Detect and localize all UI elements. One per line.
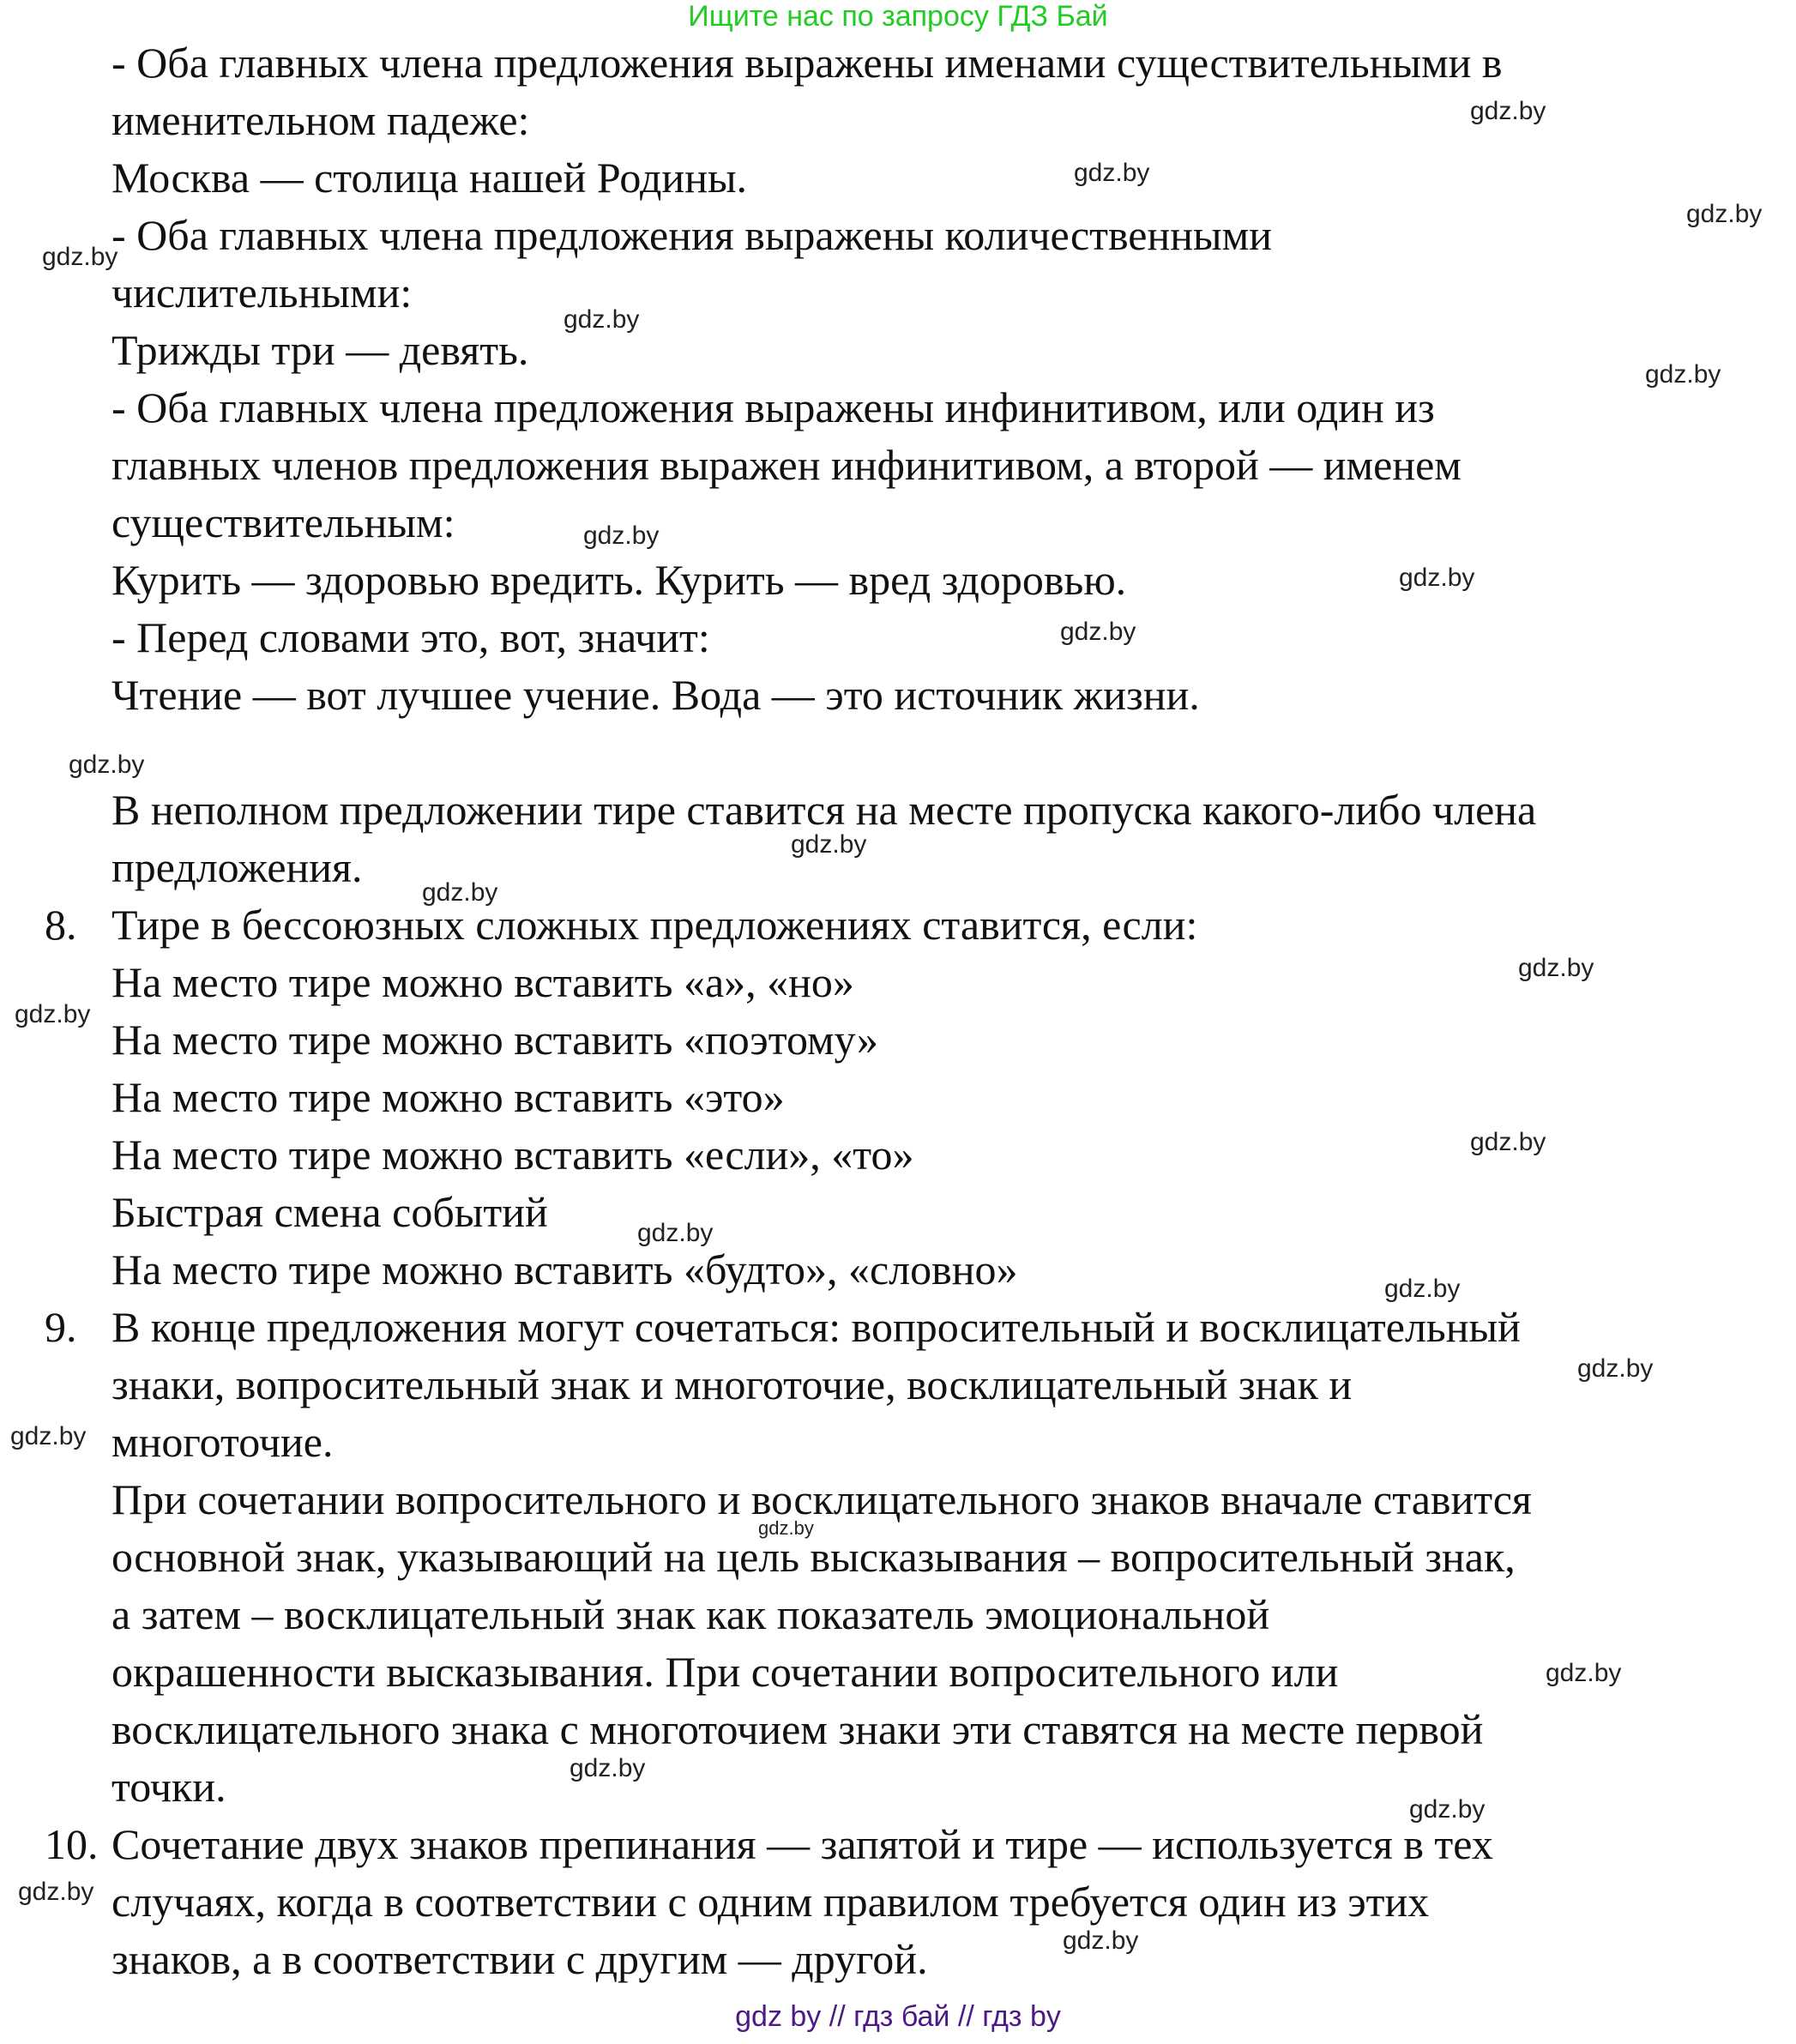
- item-number: 10.: [45, 1820, 99, 1868]
- watermark: gdz.by: [1518, 954, 1594, 982]
- line-text: - Оба главных члена предложения выражены именами существительными в: [111, 39, 1503, 87]
- watermark: gdz.by: [583, 522, 660, 550]
- text-line: [0, 1701, 1796, 1758]
- text-line: [0, 207, 1796, 264]
- line-text: случаях, когда в соответствии с одним правилом требуется один из этих: [111, 1878, 1430, 1926]
- line-text: На место тире можно вставить «поэтому»: [111, 1016, 878, 1064]
- line-text: существительным:: [111, 498, 455, 546]
- line-text: При сочетании вопросительного и восклицательного знаков вначале ставится: [111, 1475, 1532, 1523]
- text-line: [0, 1873, 1796, 1931]
- text-line: [0, 1471, 1796, 1528]
- line-text: На место тире можно вставить «а», «но»: [111, 958, 854, 1006]
- text-line: [0, 1758, 1796, 1816]
- text-line: [0, 666, 1796, 724]
- line-text: Курить — здоровью вредить. Курить — вред здоровью.: [111, 556, 1127, 604]
- text-line: [0, 437, 1796, 494]
- text-line: [0, 494, 1796, 552]
- watermark: gdz.by: [422, 878, 498, 907]
- watermark: gdz.by: [570, 1754, 646, 1782]
- line-text: именительном падеже:: [111, 96, 530, 144]
- text-line: [0, 781, 1796, 839]
- text-line: [0, 379, 1796, 437]
- watermark: gdz.by: [1546, 1659, 1622, 1687]
- watermark: gdz.by: [1060, 618, 1136, 646]
- text-line: [0, 1528, 1796, 1586]
- line-text: Трижды три — девять.: [111, 326, 529, 374]
- text-line: [0, 1184, 1796, 1241]
- line-text: В конце предложения могут сочетаться: вопросительный и восклицательный: [111, 1303, 1521, 1351]
- watermark: gdz.by: [1686, 200, 1763, 228]
- text-line: [0, 1356, 1796, 1414]
- text-line: [0, 1241, 1796, 1299]
- text-line: [0, 1069, 1796, 1126]
- watermark: gdz.by: [69, 751, 145, 779]
- text-line: [0, 1011, 1796, 1069]
- watermark: gdz.by: [15, 1000, 91, 1028]
- line-text: Быстрая смена событий: [111, 1188, 548, 1236]
- line-text: а затем – восклицательный знак как показатель эмоциональной: [111, 1590, 1270, 1638]
- line-text: восклицательного знака с многоточием знаки эти ставятся на месте первой: [111, 1705, 1484, 1753]
- line-text: В неполном предложении тире ставится на месте пропуска какого-либо члена: [111, 786, 1537, 834]
- line-text: Тире в бессоюзных сложных предложениях ставится, если:: [111, 901, 1198, 949]
- line-text: основной знак, указывающий на цель высказывания – вопросительный знак,: [111, 1533, 1516, 1581]
- watermark: gdz.by: [564, 305, 640, 334]
- watermark: gdz.by: [1470, 1128, 1546, 1156]
- watermark: gdz.by: [1384, 1275, 1461, 1303]
- text-line: [0, 839, 1796, 896]
- line-text: Чтение — вот лучшее учение. Вода — это источник жизни.: [111, 671, 1200, 719]
- line-text: точки.: [111, 1763, 226, 1811]
- watermark: gdz.by: [1074, 159, 1150, 187]
- line-text: Москва — столица нашей Родины.: [111, 154, 748, 202]
- text-line: [0, 1586, 1796, 1643]
- text-line: [0, 896, 1796, 954]
- item-number: 9.: [45, 1303, 77, 1351]
- text-line: [0, 264, 1796, 322]
- line-text: - Оба главных члена предложения выражены количественными: [111, 211, 1273, 259]
- watermark: gdz.by: [637, 1219, 714, 1247]
- text-line: [0, 1414, 1796, 1471]
- text-line: [0, 1816, 1796, 1873]
- watermark: gdz.by: [758, 1517, 814, 1539]
- text-line: [0, 1643, 1796, 1701]
- watermark: gdz.by: [1645, 360, 1721, 389]
- text-line: [0, 609, 1796, 666]
- line-text: главных членов предложения выражен инфинитивом, а второй — именем: [111, 441, 1462, 489]
- text-line: [0, 34, 1796, 92]
- line-text: На место тире можно вставить «это»: [111, 1073, 785, 1121]
- watermark: gdz.by: [1399, 564, 1475, 592]
- item-number: 8.: [45, 901, 77, 949]
- line-text: знаки, вопросительный знак и многоточие, восклицательный знак и: [111, 1360, 1353, 1408]
- line-text: многоточие.: [111, 1418, 334, 1466]
- watermark: gdz.by: [10, 1422, 87, 1450]
- line-text: На место тире можно вставить «если», «то»: [111, 1131, 914, 1179]
- line-text: Сочетание двух знаков препинания — запятой и тире — используется в тех: [111, 1820, 1493, 1868]
- watermark: gdz.by: [1409, 1795, 1486, 1824]
- watermark: gdz.by: [18, 1878, 94, 1906]
- answer-text: [0, 34, 1796, 1988]
- text-line: [0, 322, 1796, 379]
- text-line: [0, 1299, 1796, 1356]
- line-text: - Оба главных члена предложения выражены инфинитивом, или один из: [111, 383, 1435, 431]
- line-text: окрашенности высказывания. При сочетании вопросительного или: [111, 1648, 1339, 1696]
- watermark: gdz.by: [1063, 1926, 1139, 1955]
- line-text: - Перед словами это, вот, значит:: [111, 613, 710, 661]
- watermark: gdz.by: [42, 243, 118, 271]
- site-footer: gdz by // гдз бай // гдз by: [735, 2000, 1061, 2033]
- line-text: знаков, а в соответствии с другим — другой.: [111, 1935, 928, 1983]
- text-line: [0, 149, 1796, 207]
- watermark: gdz.by: [791, 830, 867, 859]
- text-line: [0, 1931, 1796, 1988]
- line-text: На место тире можно вставить «будто», «словно»: [111, 1245, 1018, 1293]
- text-line: [0, 724, 1796, 781]
- line-text: предложения.: [111, 843, 363, 891]
- text-line: [0, 552, 1796, 609]
- search-hint-header: Ищите нас по запросу ГДЗ Бай: [688, 0, 1108, 33]
- line-text: числительными:: [111, 268, 413, 317]
- watermark: gdz.by: [1470, 97, 1546, 125]
- watermark: gdz.by: [1577, 1354, 1654, 1383]
